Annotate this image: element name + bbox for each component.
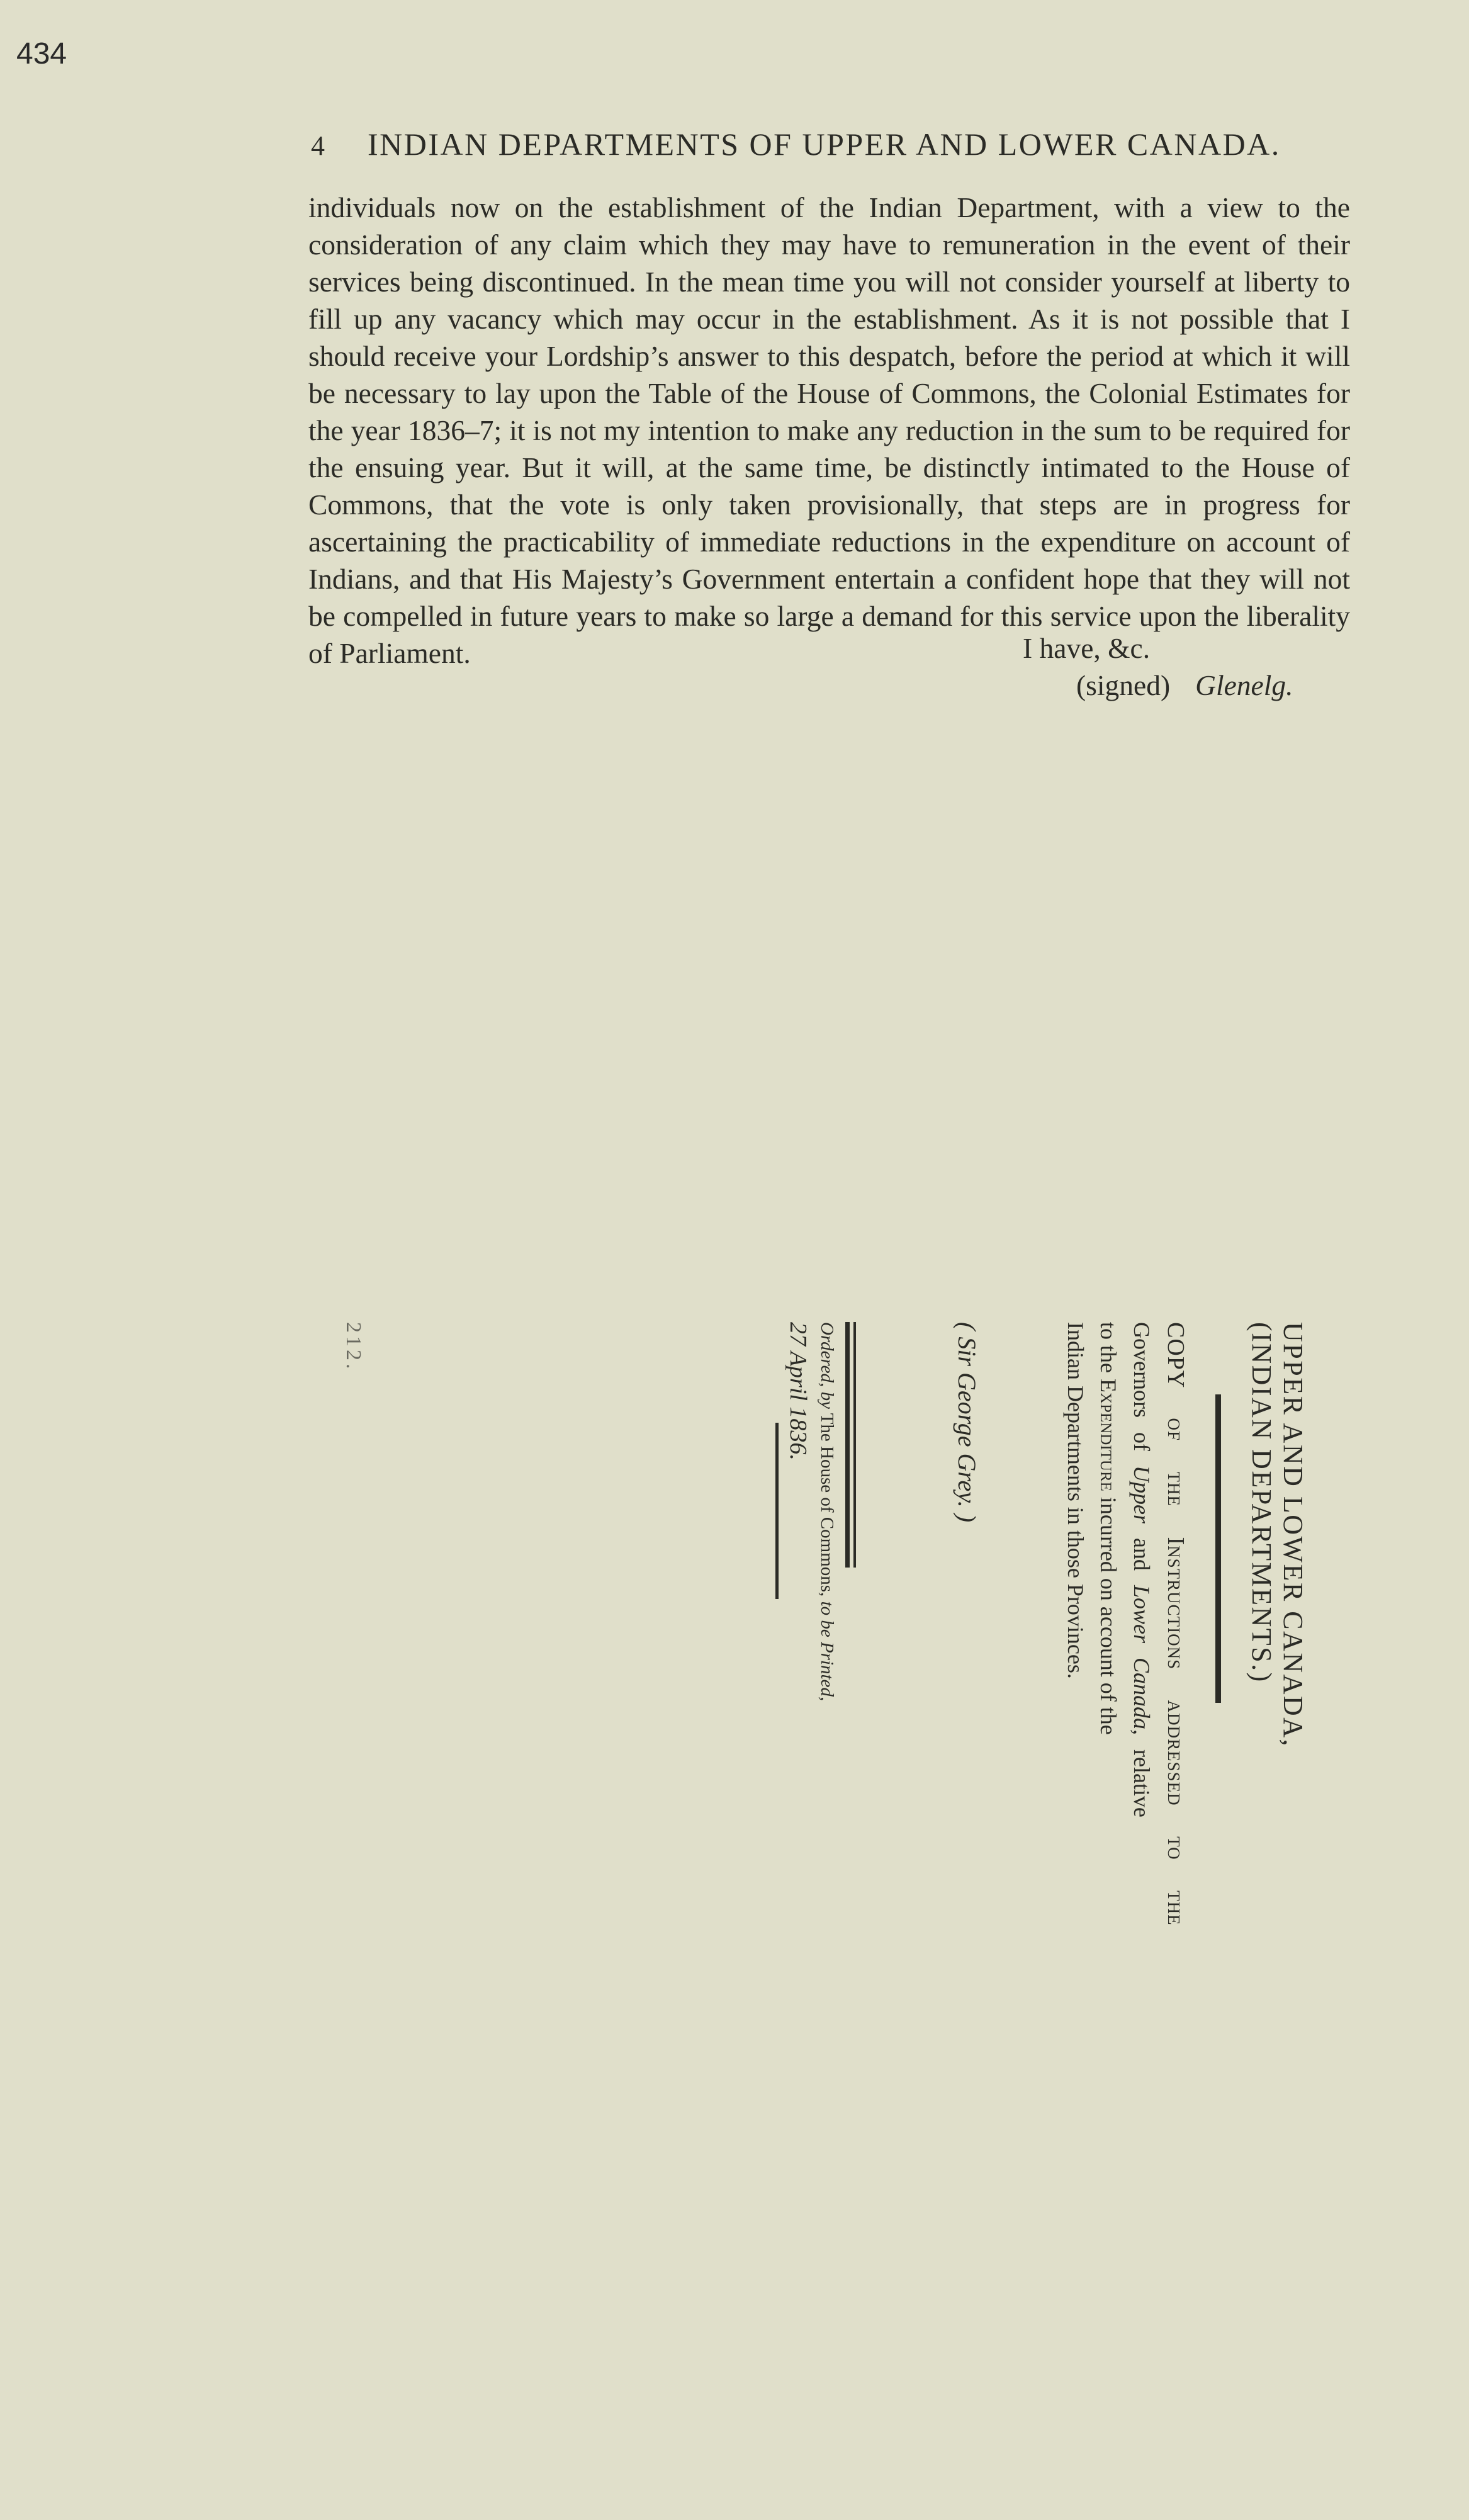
copy-line3-a: to the: [1096, 1322, 1121, 1373]
copy-line3-b: incurred on account of the: [1096, 1496, 1121, 1735]
page-number: 434: [16, 37, 67, 71]
paper-number: 212.: [342, 1322, 365, 1372]
copy-line1-rest: of the Instructions addressed to the: [1162, 1418, 1189, 1926]
ordered-a: Ordered, by: [817, 1322, 837, 1409]
copy-line3: [1095, 1322, 1122, 1863]
running-head-title: INDIAN DEPARTMENTS OF UPPER AND LOWER CANADA.: [368, 127, 1281, 162]
ordered-b: The House of Commons,: [817, 1413, 837, 1597]
copy-line3-expenditure: Expenditure: [1096, 1378, 1121, 1491]
folio-number: 4: [311, 130, 327, 161]
presenter-name: ( Sir George Grey. ): [953, 1322, 981, 1523]
order-date: 27 April 1836.: [785, 1322, 811, 1461]
copy-word: COPY: [1162, 1322, 1189, 1387]
copy-line2-a: Governors of: [1129, 1322, 1154, 1451]
body-paragraph: individuals now on the establishment of the Indian Department, with a view to the consideration of any claim which they may have to remuneration in the event of their services being discontinued. In the mean time you will not consider yourself at liberty to fill up any vacancy which may occur in the establishment. As it is not possible that I should receive your Lordship’s answer to this despatch, before the period at which it will be necessary to lay upon the Table of the House of Commons, the Colonial Estimates for the year 1836–7; it is not my intention to make any reduction in the sum to be required for the ensuing year. But it will, at the same time, be distinctly intimated to the House of Commons, that the vote is only taken provisionally, that steps are in progress for ascertaining the practicability of immediate reductions in the expenditure on account of Indians, and that His Majesty’s Government entertain a confident hope that they will not be compelled in future years to make so large a demand for this service upon the liberality of Parliament.: [308, 191, 1350, 669]
endorsement-block: [239, 1322, 1309, 1926]
closing-salutation: I have, &c.: [1023, 632, 1151, 664]
copy-line2-b: relative: [1129, 1749, 1154, 1817]
ordered-c: to be Printed,: [817, 1601, 837, 1702]
double-rule-top: [853, 1322, 856, 1568]
date-rule: [775, 1423, 779, 1599]
copy-line2-and: and: [1129, 1537, 1154, 1571]
copy-line2-upper: Upper: [1129, 1465, 1154, 1523]
endorsement-title-line2: (INDIAN DEPARTMENTS.): [1246, 1322, 1277, 1683]
copy-line2-lower: Lower Canada,: [1129, 1585, 1154, 1735]
endorsement-title-line1: UPPER AND LOWER CANADA,: [1278, 1322, 1309, 1748]
letter-closing: [1023, 630, 1293, 704]
copy-line4: Indian Departments in those Provinces.: [1063, 1322, 1088, 1679]
copy-line2: [1128, 1322, 1155, 1863]
running-head: [311, 126, 1349, 162]
title-rule: [1215, 1394, 1221, 1703]
double-rule-bottom: [845, 1322, 850, 1568]
signed-label: (signed): [1076, 669, 1171, 701]
ordered-line: [816, 1322, 837, 1701]
signature-line: [1023, 667, 1293, 704]
letter-body: [308, 189, 1350, 672]
signature: Glenelg.: [1195, 669, 1293, 701]
copy-line1: [1162, 1322, 1190, 1926]
